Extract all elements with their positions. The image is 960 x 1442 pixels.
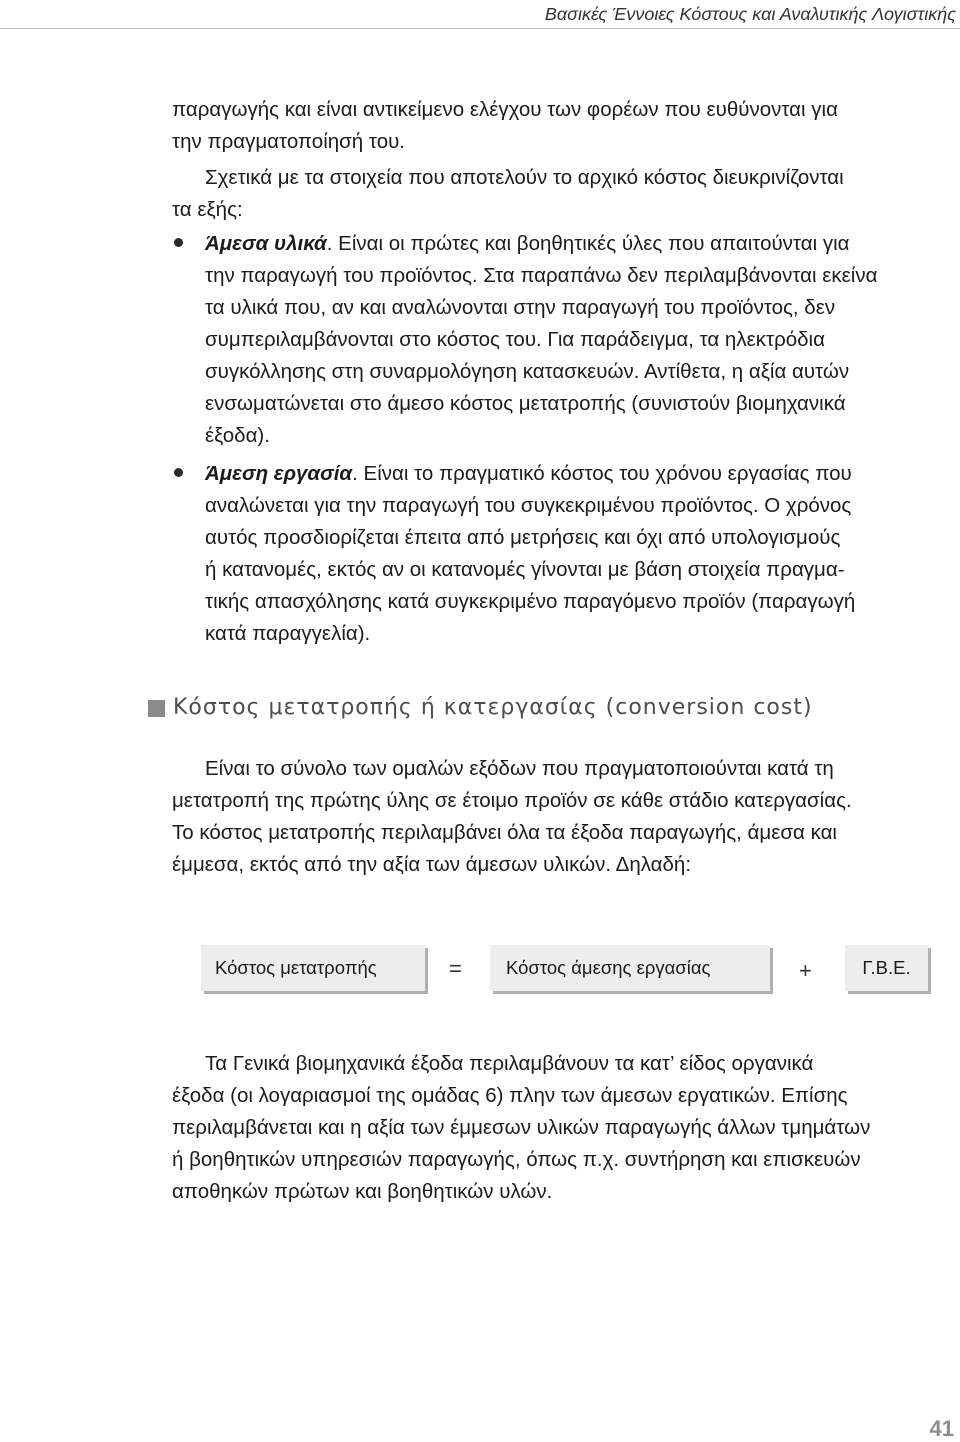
bullet-dot [174,468,183,477]
formula-lhs: Κόστος μετατροπής [215,957,377,978]
section-heading [148,697,908,727]
bullet-line: ενσωματώνεται στο άμεσο κόστος μετατροπής (συνιστούν βιομηχανικά [205,392,846,415]
bullet-line: Άμεση εργασία. Είναι το πραγματικό κόστος του χρόνου εργασίας που [205,462,852,485]
bullet-line: αναλώνεται για την παραγωγή του συγκεκριμένου προϊόντος. Ο χρόνος [205,494,852,517]
bullet-line: ή κατανομές, εκτός αν οι κατανομές γίνονται με βάση στοιχεία πραγμα- [205,558,845,581]
bullet-line: κατά παραγγελία). [205,622,371,645]
running-title: Βασικές Έννοιες Κόστους και Αναλυτικής Λογιστικής [544,4,956,24]
bullet-term: Άμεση εργασία [205,462,353,485]
intro-paragraph-line: Σχετικά με τα στοιχεία που αποτελούν το αρχικό κόστος διευκρινίζονται [205,166,844,189]
formula-box-direct-labor [490,945,770,991]
section-paragraph-line: έμμεσα, εκτός από την αξία των άμεσων υλικών. Δηλαδή: [172,853,692,876]
formula-equals: = [449,956,462,981]
formula-term2: Γ.Β.Ε. [862,957,911,978]
section-paragraph-line: Το κόστος μετατροπής περιλαμβάνει όλα τα έξοδα παραγωγής, άμεσα και [172,821,837,844]
formula-box-gbe [845,945,928,991]
bullet-line: έξοδα). [205,424,270,447]
closing-paragraph-line: έξοδα (οι λογαριασμοί της ομάδας 6) πλην των άμεσων εργατικών. Επίσης [172,1084,848,1107]
top-paragraph-line: την πραγματοποίησή του. [172,130,406,153]
page-number: 41 [929,1416,954,1441]
bullet-line: τικής απασχόλησης κατά συγκεκριμένο παραγόμενο προϊόν (παραγωγή [205,590,856,613]
closing-paragraph-line: αποθηκών πρώτων και βοηθητικών υλών. [172,1180,553,1203]
formula-term1: Κόστος άμεσης εργασίας [506,957,711,978]
bullet-line: συγκόλλησης στη συναρμολόγηση κατασκευών. Αντίθετα, η αξία αυτών [205,360,850,383]
bullet-term: Άμεσα υλικά [205,232,327,255]
section-title: Κόστος μετατροπής ή κατεργασίας (conversion cost) [173,695,813,720]
bullet-line: αυτός προσδιορίζεται έπειτα από μετρήσεις και όχι από υπολογισμούς [205,526,841,549]
section-square-icon [148,700,165,717]
closing-paragraph-line: Τα Γενικά βιομηχανικά έξοδα περιλαμβάνουν τα κατ’ είδος οργανικά [205,1052,814,1075]
formula-box-conversion-cost [201,945,425,991]
bullet-line: την παραγωγή του προϊόντος. Στα παραπάνω δεν περιλαμβάνονται εκείνα [205,264,878,287]
closing-paragraph-line: περιλαμβάνεται και η αξία των έμμεσων υλικών παραγωγής άλλων τμημάτων [172,1116,871,1139]
closing-paragraph-line: ή βοηθητικών υπηρεσιών παραγωγής, όπως π.χ. συντήρηση και επισκευών [172,1148,861,1171]
top-paragraph-line: παραγωγής και είναι αντικείμενο ελέγχου των φορέων που ευθύνονται για [172,98,838,121]
bullet-line: συμπεριλαμβάνονται στο κόστος του. Για παράδειγμα, τα ηλεκτρόδια [205,328,825,351]
formula-plus: + [799,958,812,983]
bullet-dot [174,238,183,247]
section-paragraph-line: μετατροπή της πρώτης ύλης σε έτοιμο προϊόν σε κάθε στάδιο κατεργασίας. [172,789,852,812]
intro-paragraph-line: τα εξής: [172,198,243,221]
bullet-line: Άμεσα υλικά. Είναι οι πρώτες και βοηθητικές ύλες που απαιτούνται για [205,232,850,255]
running-header [0,0,960,29]
section-paragraph-line: Είναι το σύνολο των ομαλών εξόδων που πραγματοποιούνται κατά τη [205,757,834,780]
bullet-line: τα υλικά που, αν και αναλώνονται στην παραγωγή του προϊόντος, δεν [205,296,836,319]
